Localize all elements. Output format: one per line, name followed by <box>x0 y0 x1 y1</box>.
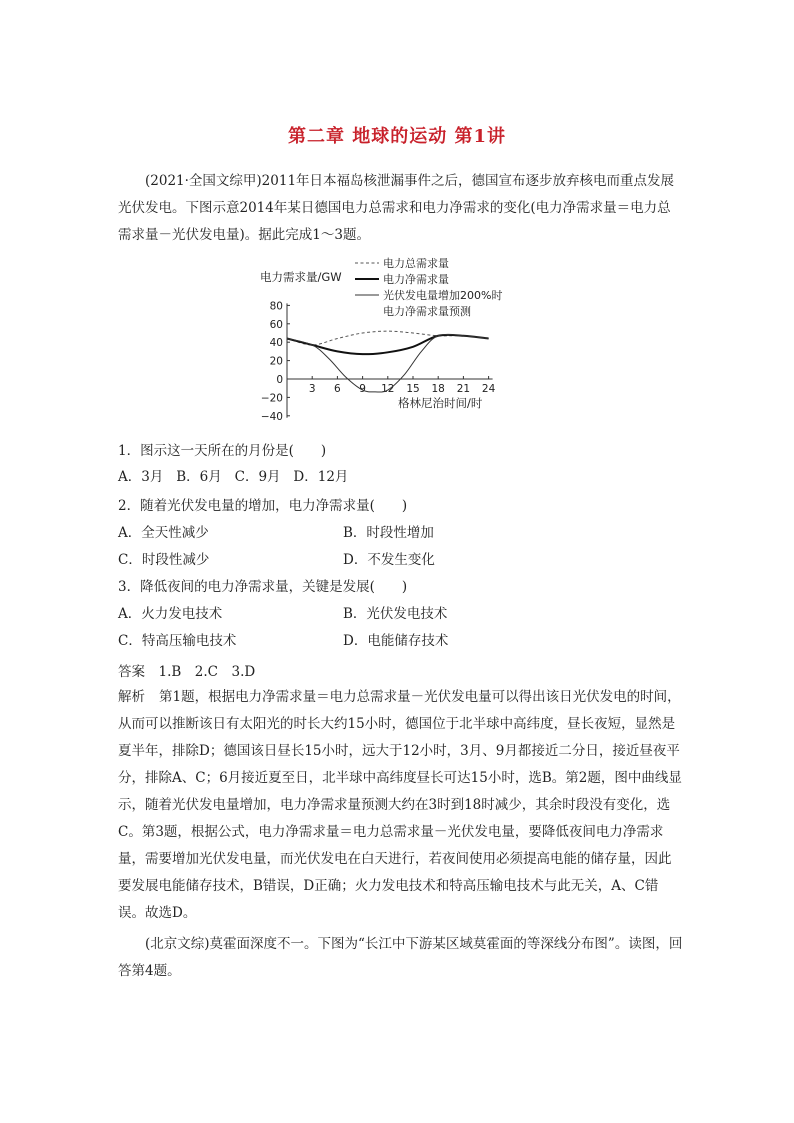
question-2-stem: 2．随着光伏发电量的增加，电力净需求量( ) <box>118 498 408 514</box>
question-1-stem: 1．图示这一天所在的月份是( ) <box>118 443 327 459</box>
y-tick-label: 20 <box>269 355 283 368</box>
q2-option-a: A．全天性减少 <box>118 525 209 541</box>
y-tick-label: 0 <box>276 374 283 386</box>
answer-line: 答案 1.B 2.C 3.D <box>118 664 256 680</box>
q2-option-b: B．时段性增加 <box>343 525 434 541</box>
q1-option-b: B．6月 <box>176 469 222 485</box>
q3-option-c: C．特高压输电技术 <box>118 633 237 649</box>
x-tick-label: 12 <box>381 383 395 395</box>
y-axis-label: 电力需求量/GW <box>260 270 342 284</box>
series-line-1 <box>287 331 489 345</box>
x-tick-label: 15 <box>406 383 420 395</box>
q3-option-b: B．光伏发电技术 <box>343 606 448 622</box>
next-question-intro: (北京文综)莫霍面深度不一。下图为“长江中下游某区域莫霍面的等深线分布图”。读图，回答第4题。 <box>118 936 683 979</box>
legend-label-total: 电力总需求量 <box>383 257 449 270</box>
q1-option-c: C．9月 <box>234 469 281 485</box>
analysis-text: 第1题，根据电力净需求量＝电力总需求量－光伏发电量可以得出该日光伏发电的时间，从而可以推断该日有太阳光的时长大约15小时，德国位于北半球中高纬度，昼长夜短，显然是夏半年，排除D；德国该日昼长15小时，远大于12小时，3月、9月都接近二分日，接近昼夜平分，排除A、C；6月接近夏至日，北半球中高纬度昼长可达15小时，选B。第2题，图中曲线显示，随着光伏发电量增加，电力净需求量预测大约在3时到18时减少，其余时段没有变化，选C。第3题，根据公式，电力净需求量＝电力总需求量－光伏发电量，要降低夜间电力净需求量，需要增加光伏发电量，而光伏发电在白天进行，若夜间使用必须提高电能的储存量，因此要发展电能储存技术，B错误，D正确；火力发电技术和特高压输电技术与此无关，A、C错误。故选D。 <box>118 689 682 921</box>
q1-option-a: A．3月 <box>118 469 164 485</box>
x-tick-label: 18 <box>431 383 445 395</box>
question-3-stem: 3．降低夜间的电力净需求量，关键是发展( ) <box>118 579 408 595</box>
y-tick-label: −40 <box>260 410 283 423</box>
x-tick-label: 21 <box>456 383 471 395</box>
x-tick-label: 3 <box>308 383 316 395</box>
analysis-paragraph <box>118 684 684 927</box>
question-1-options <box>118 464 348 490</box>
y-tick-label: 40 <box>269 337 283 350</box>
q1-option-d: D．12月 <box>293 469 349 485</box>
y-tick-label: −20 <box>260 392 283 405</box>
x-axis-label: 格林尼治时间/时 <box>398 396 483 410</box>
q3-option-d: D．电能储存技术 <box>343 633 449 649</box>
x-tick-label: 24 <box>481 383 496 395</box>
q2-option-d: D．不发生变化 <box>343 552 435 568</box>
page-title: 第二章 地球的运动 第1讲 <box>287 126 507 147</box>
power-demand-chart <box>255 255 555 430</box>
y-tick-label: 80 <box>269 300 283 313</box>
series-line-2 <box>287 335 489 354</box>
y-tick-label: 60 <box>269 318 283 331</box>
legend-label-forecast-1: 光伏发电量增加200%时 <box>383 289 503 302</box>
q2-option-c: C．时段性减少 <box>118 552 210 568</box>
x-tick-label: 9 <box>359 383 366 395</box>
legend-label-net: 电力净需求量 <box>383 273 449 286</box>
x-tick-label: 6 <box>334 383 341 395</box>
analysis-label: 解析 <box>118 689 145 705</box>
intro-paragraph: (2021·全国文综甲)2011年日本福岛核泄漏事件之后，德国宣布逐步放弃核电而重点发展光伏发电。下图示意2014年某日德国电力总需求和电力净需求的变化(电力净需求量＝电力总需求量－光伏发电量)。据此完成1～3题。 <box>118 173 675 243</box>
legend-label-forecast-2: 电力净需求量预测 <box>383 305 471 318</box>
q3-option-a: A．火力发电技术 <box>118 606 223 622</box>
